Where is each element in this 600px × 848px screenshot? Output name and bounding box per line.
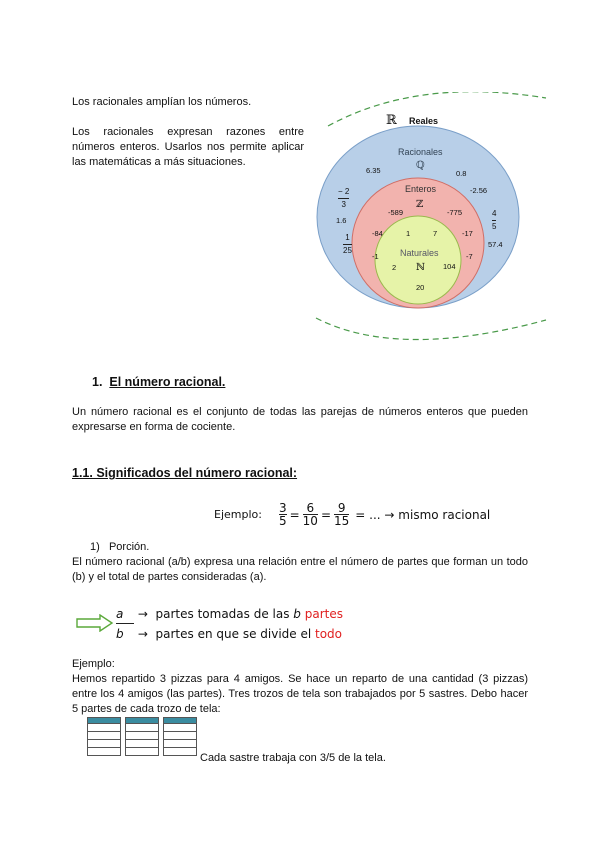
q-fraction: 4 5	[492, 209, 497, 231]
n-value: 20	[416, 283, 425, 292]
q-fraction: − 2 3	[338, 187, 350, 209]
porcion-text: El número racional (a/b) expresa una relación entre el número de partes que forman un todo (b) y el total de partes consideradas (a).	[72, 556, 528, 583]
z-value: -775	[447, 208, 463, 217]
z-value: -17	[462, 229, 473, 238]
z-value: -84	[372, 229, 383, 238]
z-value: -589	[388, 208, 404, 217]
legend-row-a: a → partes tomadas de las b partes	[116, 607, 343, 621]
reales-arc-bottom	[316, 318, 546, 340]
q-fraction: 1 25	[343, 233, 352, 255]
ejemplo-text: Hemos repartido 3 pizzas para 4 amigos. Se hace un reparto de una cantidad (3 pizzas) entre los 4 amigos (las partes). Tres trozos de tela son trabajados por 5 sastres. Debo hacer 5 partes de cada trozo de tela:	[72, 673, 528, 715]
enteros-label: Enteros	[405, 184, 437, 194]
tela-table	[163, 717, 197, 756]
table-caption: Cada sastre trabaja con 3/5 de la tela.	[200, 752, 386, 764]
z-value: -7	[466, 252, 473, 261]
racionales-symbol: ℚ	[416, 160, 425, 171]
q-value: 0.8	[456, 169, 467, 178]
racionales-label: Racionales	[398, 147, 443, 157]
section-1-heading: 1. El número racional.	[92, 375, 226, 389]
n-value: 1	[406, 229, 411, 238]
equivalence-example: Ejemplo: $\frac{3}{5}$ = $\frac{6}{10}$ = $\frac{9}{15}$ = ... → mismo racional	[214, 501, 491, 528]
q-value: 57.4	[488, 240, 503, 249]
naturales-symbol: ℕ	[416, 262, 426, 273]
example-label: Ejemplo:	[214, 508, 262, 521]
reales-symbol: ℝ	[386, 113, 397, 128]
fraction: $\frac{6}{10}$	[302, 501, 318, 528]
tela-tables	[87, 717, 197, 756]
z-value: -1	[372, 252, 379, 261]
intro-paragraph: Los racionales expresan razones entre números enteros. Usarlos nos permite aplicar las matemáticas a más situaciones.	[72, 126, 304, 168]
tela-table	[125, 717, 159, 756]
intro-line: Los racionales amplían los números.	[72, 96, 252, 108]
fraction: $\frac{9}{15}$	[334, 501, 350, 528]
fraction: $\frac{3}{5}$	[278, 501, 287, 528]
example-tail: = ... → mismo racional	[355, 507, 491, 522]
n-value: 2	[392, 263, 397, 272]
q-value: 1.6	[336, 216, 347, 225]
enteros-symbol: ℤ	[416, 199, 424, 210]
list-item-porcion: 1) Porción.	[90, 541, 150, 553]
section-1-1-heading: 1.1. Significados del número racional:	[72, 466, 298, 480]
reales-label: Reales	[409, 116, 439, 126]
naturales-label: Naturales	[400, 248, 439, 258]
q-value: 6.35	[366, 166, 381, 175]
tela-table	[87, 717, 121, 756]
legend-row-b: b → partes en que se divide el todo	[116, 624, 343, 644]
n-value: 7	[433, 229, 438, 238]
section-1-text: Un número racional es el conjunto de todas las parejas de números enteros que pueden expresarse en forma de cociente.	[72, 406, 528, 433]
ejemplo-heading: Ejemplo:	[72, 658, 115, 670]
right-arrow-icon	[76, 614, 114, 632]
q-value: -2.56	[470, 186, 488, 195]
porcion-legend	[116, 604, 343, 644]
n-value: 104	[443, 262, 456, 271]
